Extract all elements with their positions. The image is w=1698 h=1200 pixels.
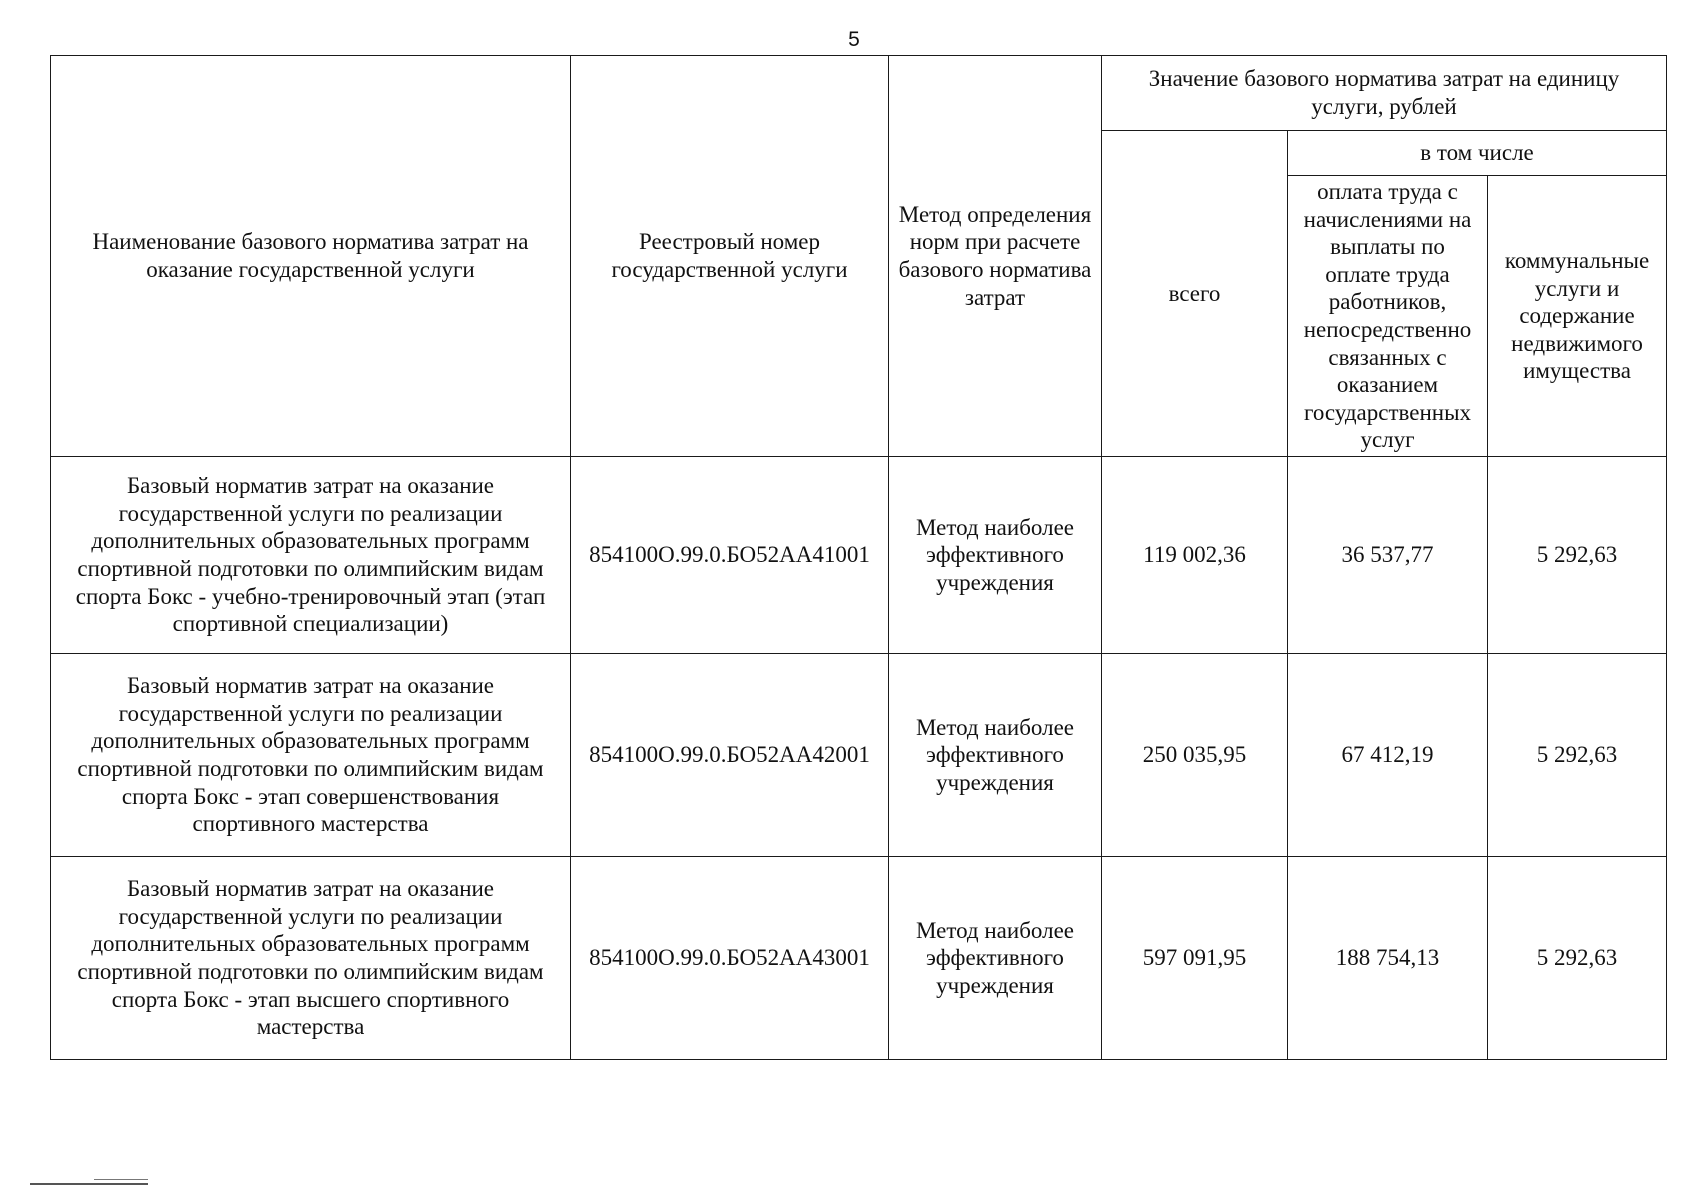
row-registry: 854100О.99.0.БО52АА43001: [571, 856, 889, 1059]
header-row-1: [51, 56, 1667, 131]
page-number: 5: [848, 28, 860, 51]
header-utilities: коммунальные услуги и содержание недвижимого имущества: [1488, 176, 1667, 457]
row-name: Базовый норматив затрат на оказание государственной услуги по реализации дополнительных образовательных программ спортивной подготовки по олимпийским видам спорта Бокс - этап высшего спортивного мастерства: [51, 856, 571, 1059]
header-registry: Реестровый номер государственной услуги: [571, 56, 889, 457]
scan-artifact-line: [30, 1183, 148, 1185]
header-total: всего: [1102, 131, 1288, 457]
row-total: 597 091,95: [1102, 856, 1288, 1059]
row-method: Метод наиболее эффективного учреждения: [889, 653, 1102, 856]
header-labor: оплата труда с начислениями на выплаты по оплате труда работников, непосредственно связанных с оказанием государственных услуг: [1288, 176, 1488, 457]
header-name: Наименование базового норматива затрат на оказание государственной услуги: [51, 56, 571, 457]
row-labor: 67 412,19: [1288, 653, 1488, 856]
row-total: 119 002,36: [1102, 456, 1288, 653]
scan-artifact-line: [94, 1179, 148, 1180]
header-including: в том числе: [1288, 131, 1667, 176]
row-utilities: 5 292,63: [1488, 653, 1667, 856]
row-utilities: 5 292,63: [1488, 456, 1667, 653]
table-row: [51, 856, 1667, 1059]
row-registry: 854100О.99.0.БО52АА42001: [571, 653, 889, 856]
row-labor: 188 754,13: [1288, 856, 1488, 1059]
row-registry: 854100О.99.0.БО52АА41001: [571, 456, 889, 653]
table-row: [51, 456, 1667, 653]
row-labor: 36 537,77: [1288, 456, 1488, 653]
norms-table: [50, 55, 1667, 1060]
header-value-group: Значение базового норматива затрат на единицу услуги, рублей: [1102, 56, 1667, 131]
row-utilities: 5 292,63: [1488, 856, 1667, 1059]
row-method: Метод наиболее эффективного учреждения: [889, 456, 1102, 653]
row-method: Метод наиболее эффективного учреждения: [889, 856, 1102, 1059]
header-method: Метод определения норм при расчете базового норматива затрат: [889, 56, 1102, 457]
row-name: Базовый норматив затрат на оказание государственной услуги по реализации дополнительных образовательных программ спортивной подготовки по олимпийским видам спорта Бокс - учебно-тренировочный этап (этап спортивной специализации): [51, 456, 571, 653]
row-total: 250 035,95: [1102, 653, 1288, 856]
row-name: Базовый норматив затрат на оказание государственной услуги по реализации дополнительных образовательных программ спортивной подготовки по олимпийским видам спорта Бокс - этап совершенствования спортивного мастерства: [51, 653, 571, 856]
table-row: [51, 653, 1667, 856]
